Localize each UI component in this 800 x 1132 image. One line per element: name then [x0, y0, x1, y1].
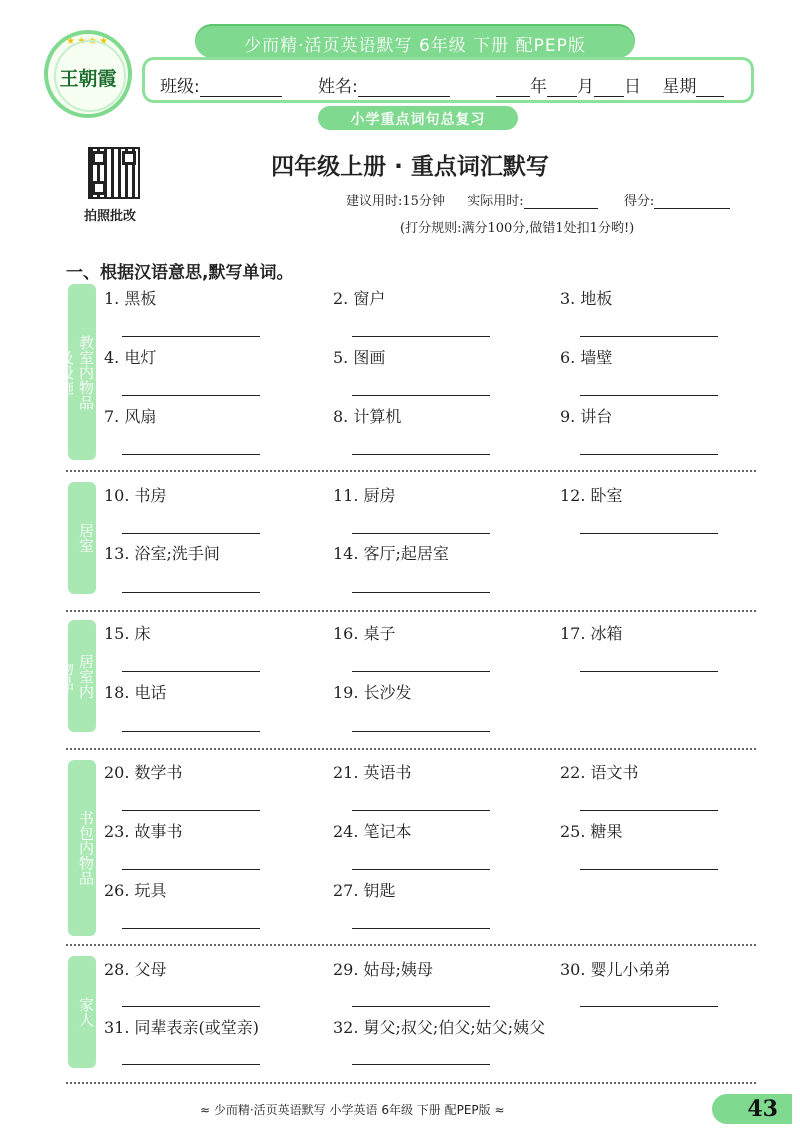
vocab-item: 10. 书房	[104, 486, 167, 505]
vocab-item: 17. 冰箱	[560, 624, 623, 643]
section-tab-rooms	[68, 482, 96, 594]
actual-time-label: 实际用时:	[467, 194, 524, 209]
vocab-item: 8. 计算机	[333, 407, 402, 426]
vocab-item: 11. 厨房	[333, 486, 396, 505]
suggested-time: 建议用时:15分钟	[346, 194, 445, 209]
answer-line[interactable]	[352, 810, 490, 811]
vocab-item: 5. 图画	[333, 348, 386, 367]
answer-line[interactable]	[580, 1006, 718, 1007]
section-label: 书包内物品	[77, 810, 95, 886]
vocab-item: 24. 笔记本	[333, 822, 412, 841]
vocab-item: 26. 玩具	[104, 881, 167, 900]
actual-time-blank[interactable]	[524, 194, 598, 209]
publisher-logo	[44, 30, 132, 118]
answer-line[interactable]	[122, 454, 260, 455]
answer-line[interactable]	[580, 671, 718, 672]
vocab-item: 14. 客厅;起居室	[333, 544, 449, 563]
answer-line[interactable]	[352, 592, 490, 593]
stars-icon: ★★★★	[66, 36, 110, 47]
vocab-item: 13. 浴室;洗手间	[104, 544, 220, 563]
vocab-item: 1. 黑板	[104, 289, 157, 308]
vocab-item: 20. 数学书	[104, 763, 183, 782]
year-label: 年	[530, 77, 547, 97]
answer-line[interactable]	[122, 1064, 260, 1065]
vocab-item: 32. 舅父;叔父;伯父;姑父;姨父	[333, 1018, 546, 1037]
week-label: 星期	[662, 77, 697, 97]
logo-name: 王朝霞	[59, 68, 117, 90]
vocab-item: 22. 语文书	[560, 763, 639, 782]
vocab-item: 30. 婴儿小弟弟	[560, 960, 671, 979]
vocab-item: 19. 长沙发	[333, 683, 412, 702]
class-field[interactable]	[160, 72, 282, 97]
series-title: 少而精·活页英语默写 6年级 下册 配PEP版	[244, 36, 586, 56]
page-number: 43	[747, 1096, 778, 1122]
answer-line[interactable]	[352, 1006, 490, 1007]
vocab-item: 16. 桌子	[333, 624, 396, 643]
vocab-item: 12. 卧室	[560, 486, 623, 505]
section-tab-schoolbag	[68, 760, 96, 936]
section-divider	[66, 1082, 756, 1084]
vocab-item: 6. 墙壁	[560, 348, 613, 367]
answer-line[interactable]	[580, 336, 718, 337]
vocab-item: 18. 电话	[104, 683, 167, 702]
section-divider	[66, 470, 756, 472]
review-title: 小学重点词句总复习	[350, 112, 486, 128]
day-label: 日	[624, 77, 641, 97]
page-number-badge	[712, 1094, 792, 1124]
answer-line[interactable]	[122, 869, 260, 870]
vocab-item: 21. 英语书	[333, 763, 412, 782]
vocab-item: 23. 故事书	[104, 822, 183, 841]
vocab-item: 4. 电灯	[104, 348, 157, 367]
scoring-rule: (打分规则:满分100分,做错1处扣1分哟!)	[400, 221, 635, 236]
date-field[interactable]	[496, 72, 724, 97]
section-label: 居室内物品	[57, 653, 95, 699]
vocab-item: 29. 姑母;姨母	[333, 960, 433, 979]
vocab-item: 7. 风扇	[104, 407, 157, 426]
answer-line[interactable]	[352, 1064, 490, 1065]
answer-line[interactable]	[122, 928, 260, 929]
answer-line[interactable]	[352, 928, 490, 929]
part-title: 一、根据汉语意思,默写单词。	[66, 263, 294, 283]
answer-line[interactable]	[352, 454, 490, 455]
class-label: 班级:	[160, 77, 200, 97]
qr-label: 拍照批改	[84, 209, 137, 224]
review-banner	[318, 106, 518, 130]
answer-line[interactable]	[352, 395, 490, 396]
score-label: 得分:	[623, 194, 655, 209]
month-blank[interactable]	[547, 78, 577, 97]
week-blank[interactable]	[696, 78, 724, 97]
section-tab-classroom	[57, 284, 96, 460]
series-banner	[195, 24, 635, 58]
answer-line[interactable]	[352, 731, 490, 732]
vocab-item: 27. 钥匙	[333, 881, 396, 900]
answer-line[interactable]	[122, 671, 260, 672]
footer-text: ≈ 少而精·活页英语默写 小学英语 6年级 下册 配PEP版 ≈	[200, 1103, 505, 1117]
section-label: 教室内物品及设施	[57, 334, 95, 410]
name-label: 姓名:	[318, 77, 358, 97]
answer-line[interactable]	[122, 1006, 260, 1007]
answer-line[interactable]	[352, 869, 490, 870]
month-label: 月	[577, 77, 594, 97]
vocab-item: 25. 糖果	[560, 822, 623, 841]
name-blank[interactable]	[358, 78, 450, 97]
answer-line[interactable]	[122, 731, 260, 732]
page-title: 四年级上册 · 重点词汇默写	[271, 154, 549, 180]
answer-line[interactable]	[122, 810, 260, 811]
class-blank[interactable]	[200, 78, 282, 97]
name-field[interactable]	[318, 72, 450, 97]
vocab-item: 28. 父母	[104, 960, 167, 979]
answer-line[interactable]	[580, 454, 718, 455]
day-blank[interactable]	[594, 78, 624, 97]
section-label: 居室	[77, 523, 95, 553]
answer-line[interactable]	[352, 533, 490, 534]
section-divider	[66, 610, 756, 612]
answer-line[interactable]	[122, 592, 260, 593]
vocab-item: 15. 床	[104, 624, 151, 643]
time-row	[346, 190, 730, 209]
vocab-item: 9. 讲台	[560, 407, 613, 426]
vocab-item: 31. 同辈表亲(或堂亲)	[104, 1018, 260, 1037]
answer-line[interactable]	[122, 336, 260, 337]
section-tab-family	[68, 956, 96, 1068]
answer-line[interactable]	[122, 533, 260, 534]
answer-line[interactable]	[580, 395, 718, 396]
year-blank[interactable]	[496, 78, 530, 97]
answer-line[interactable]	[352, 671, 490, 672]
section-tab-home-items	[57, 620, 96, 732]
answer-line[interactable]	[352, 336, 490, 337]
answer-line[interactable]	[580, 810, 718, 811]
section-divider	[66, 748, 756, 750]
answer-line[interactable]	[122, 395, 260, 396]
score-blank[interactable]	[654, 194, 730, 209]
answer-line[interactable]	[580, 869, 718, 870]
vocab-item: 2. 窗户	[333, 289, 386, 308]
section-label: 家人	[77, 997, 95, 1027]
vocab-item: 3. 地板	[560, 289, 613, 308]
answer-line[interactable]	[580, 533, 718, 534]
section-divider	[66, 944, 756, 946]
